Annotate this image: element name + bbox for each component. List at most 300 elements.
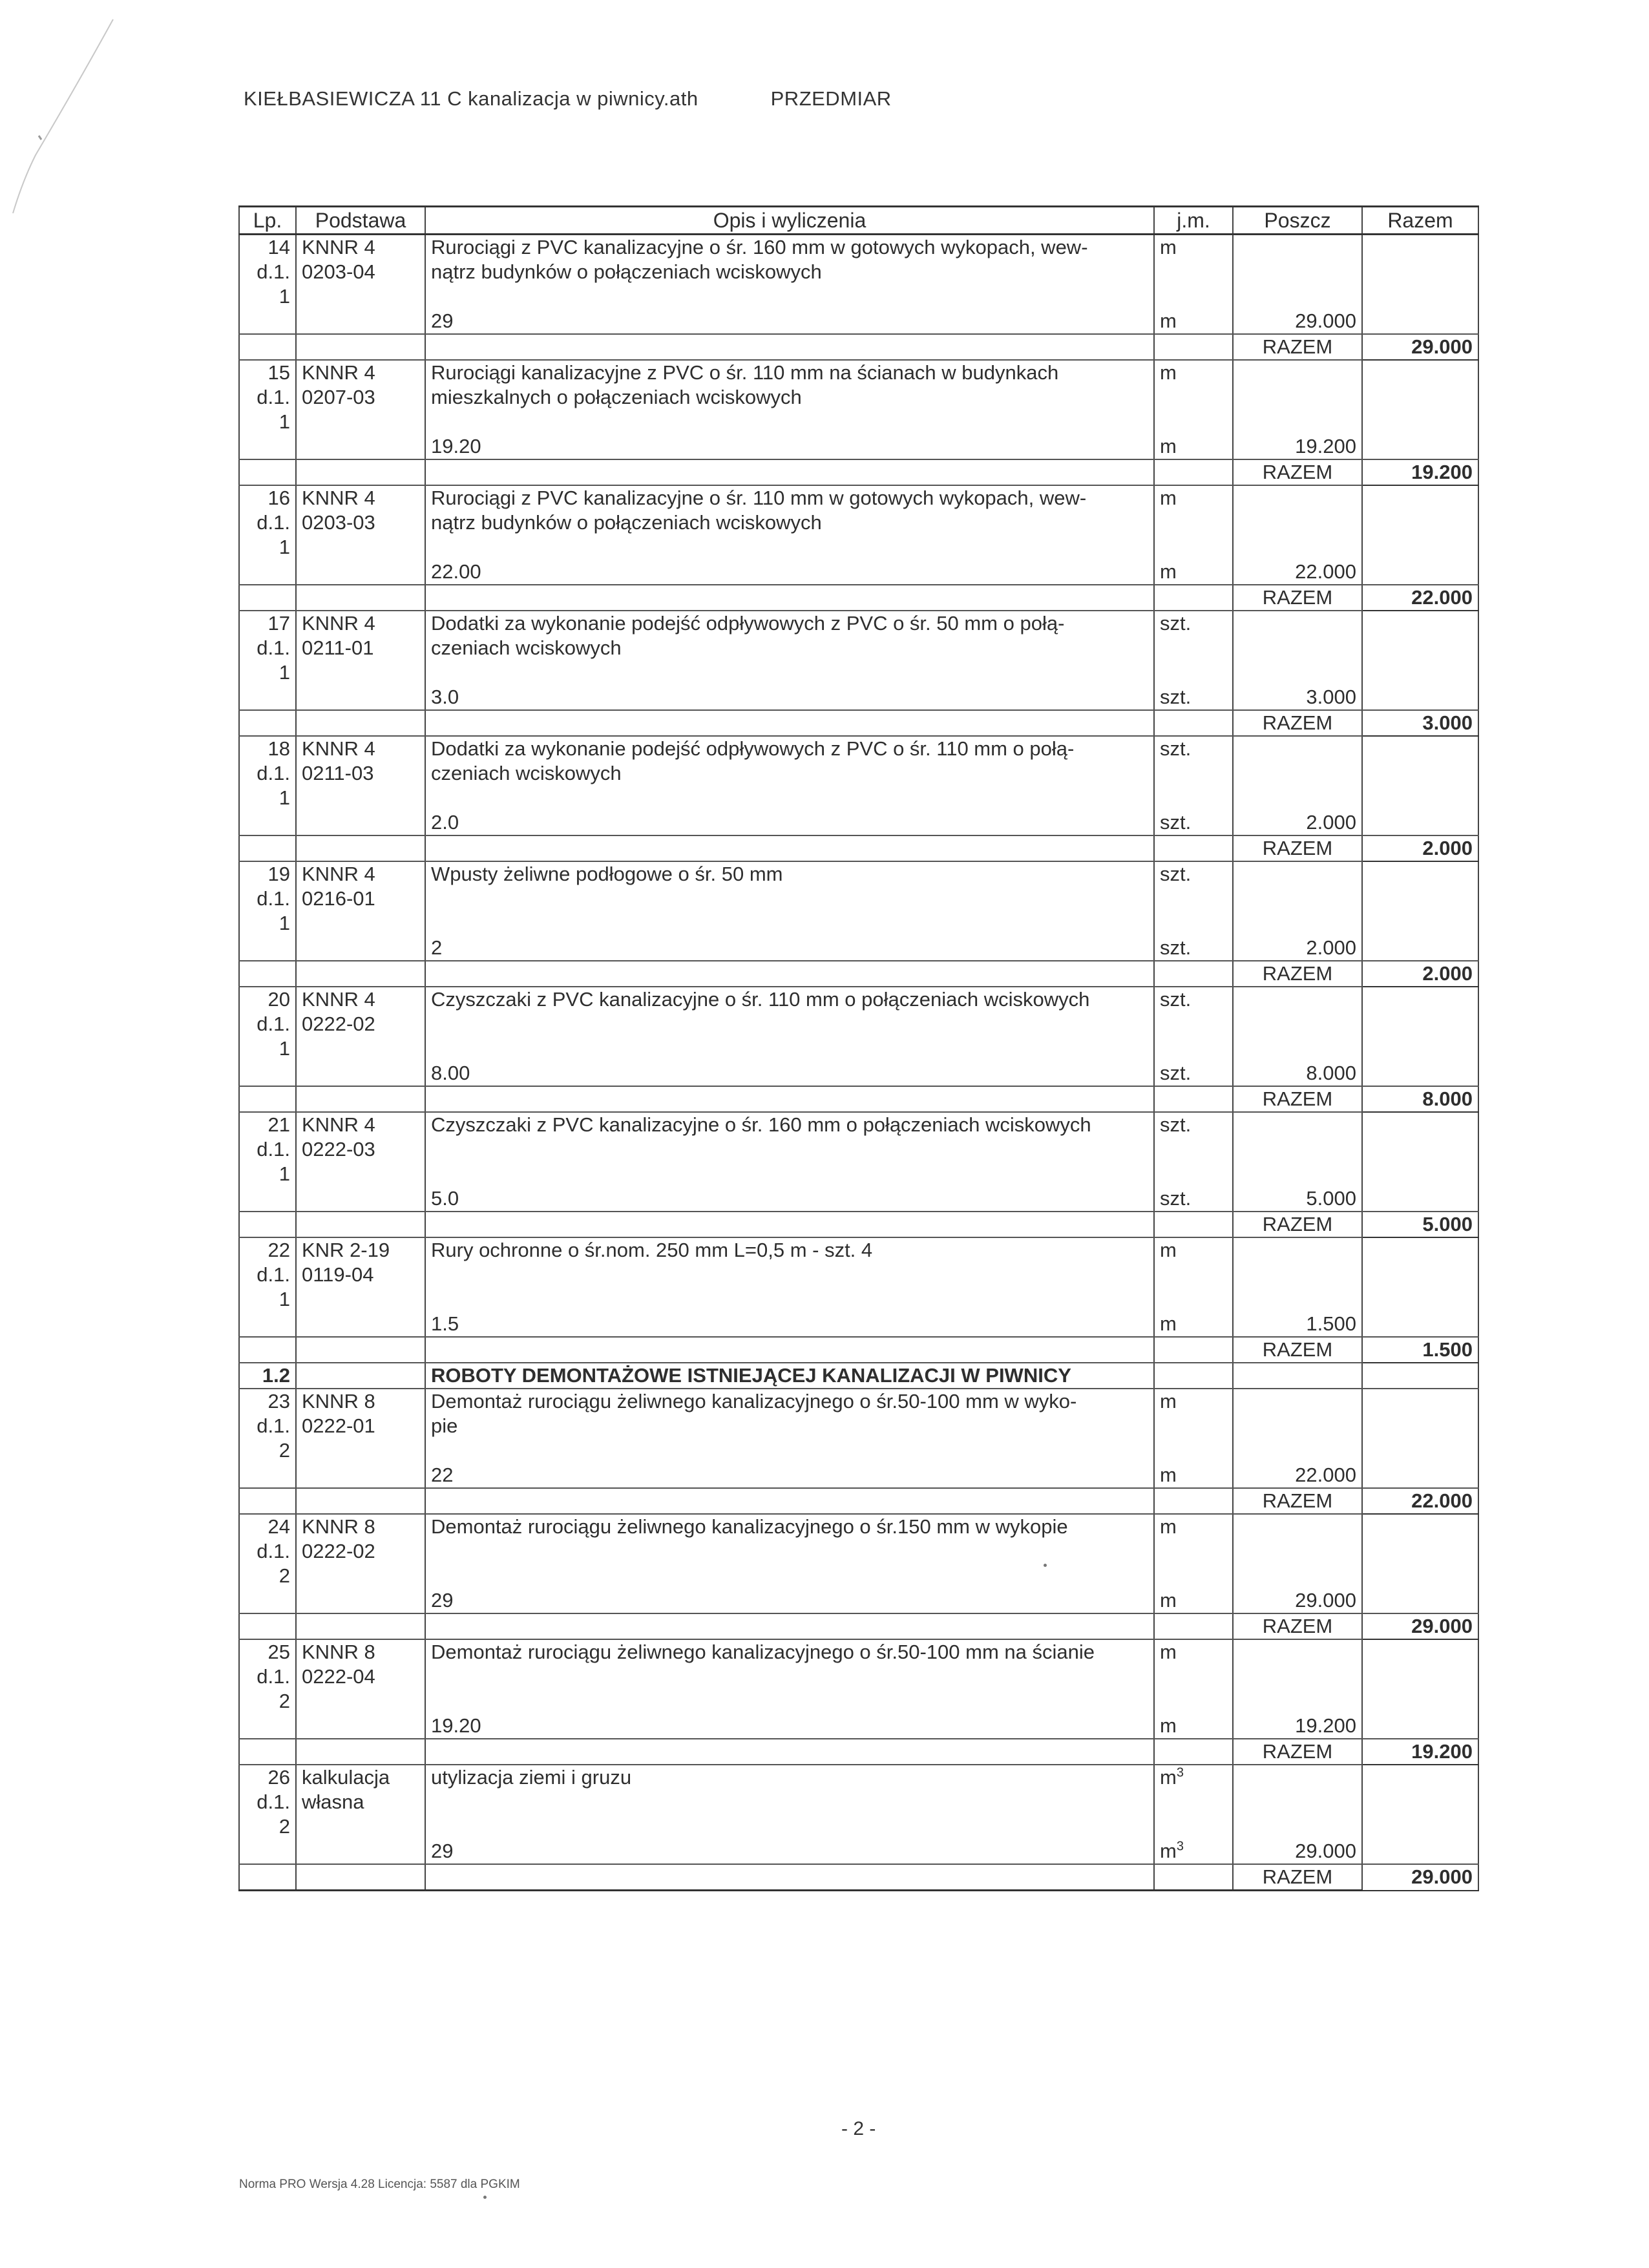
item-basis-code: 0203-03	[296, 510, 425, 535]
empty-cell	[296, 535, 425, 560]
empty-cell	[425, 710, 1154, 736]
empty-cell	[1362, 1714, 1478, 1739]
empty-cell	[1233, 535, 1362, 560]
sum-label: RAZEM	[1233, 1613, 1362, 1639]
item-basis-catalog: KNNR 4	[296, 360, 425, 385]
empty-cell	[1154, 1012, 1233, 1036]
empty-cell	[239, 1739, 296, 1765]
empty-cell	[296, 1287, 425, 1312]
przedmiar-table	[238, 205, 1479, 1891]
empty-cell	[1362, 1414, 1478, 1438]
item-chapter-ref: d.1.	[239, 1263, 296, 1287]
item-calculation: 19.20	[425, 1714, 1154, 1739]
unit-text: m	[1160, 1766, 1177, 1789]
empty-cell	[1362, 1765, 1478, 1790]
empty-cell	[1362, 410, 1478, 434]
empty-cell	[1233, 1287, 1362, 1312]
item-quantity-row	[239, 309, 1478, 334]
empty-cell	[1154, 911, 1233, 936]
empty-cell	[1154, 786, 1233, 810]
item-unit	[1154, 1237, 1233, 1263]
empty-cell	[239, 835, 296, 861]
item-number: 25	[239, 1639, 296, 1664]
item-description-cont: czeniach wciskowych	[425, 636, 1154, 660]
item-row-line1	[239, 987, 1478, 1012]
item-unit	[1154, 987, 1233, 1012]
item-number: 17	[239, 611, 296, 636]
item-chapter-ref: d.1.	[239, 761, 296, 786]
empty-cell	[425, 1287, 1154, 1312]
item-sub-number: 2	[239, 1814, 296, 1839]
empty-cell	[1362, 1012, 1478, 1036]
empty-cell	[1362, 235, 1478, 260]
unit-superscript: 3	[1176, 1765, 1184, 1780]
item-total-value: 2.000	[1362, 961, 1478, 987]
sum-label: RAZEM	[1233, 1739, 1362, 1765]
empty-cell	[1233, 1036, 1362, 1061]
empty-cell	[1154, 1790, 1233, 1814]
empty-cell	[296, 1739, 425, 1765]
item-sum-row	[239, 1613, 1478, 1639]
item-row-line3	[239, 1287, 1478, 1312]
item-basis-catalog: KNNR 4	[296, 1112, 425, 1137]
item-description: Rurociągi z PVC kanalizacyjne o śr. 160 mm w gotowych wykopach, wew-	[425, 235, 1154, 260]
item-row-line3	[239, 1162, 1478, 1186]
page-number: - 2 -	[841, 2118, 876, 2139]
empty-cell	[425, 1814, 1154, 1839]
empty-cell	[239, 710, 296, 736]
item-description: Rury ochronne o śr.nom. 250 mm L=0,5 m - szt. 4	[425, 1237, 1154, 1263]
item-unit	[1154, 611, 1233, 636]
item-quantity-unit	[1154, 309, 1233, 334]
item-row-line2	[239, 636, 1478, 660]
empty-cell	[1154, 1438, 1233, 1463]
empty-cell	[1233, 887, 1362, 911]
empty-cell	[296, 1564, 425, 1588]
empty-cell	[1362, 360, 1478, 385]
empty-cell	[296, 1086, 425, 1112]
item-basis-catalog: KNNR 4	[296, 235, 425, 260]
item-partial-value: 29.000	[1233, 309, 1362, 334]
item-quantity-unit	[1154, 434, 1233, 459]
section-header-row	[239, 1363, 1478, 1389]
col-header-poszcz: Poszcz	[1233, 207, 1362, 235]
item-description: Dodatki za wykonanie podejść odpływowych z PVC o śr. 110 mm o połą-	[425, 736, 1154, 761]
empty-cell	[1362, 911, 1478, 936]
empty-cell	[296, 961, 425, 987]
empty-cell	[296, 459, 425, 485]
empty-cell	[425, 284, 1154, 309]
unit-text: m	[1160, 435, 1177, 457]
empty-cell	[239, 1061, 296, 1086]
empty-cell	[425, 535, 1154, 560]
empty-cell	[1154, 1337, 1233, 1363]
empty-cell	[296, 560, 425, 585]
item-basis-code: 0222-02	[296, 1012, 425, 1036]
empty-cell	[296, 1337, 425, 1363]
item-basis-catalog: KNNR 8	[296, 1389, 425, 1414]
item-chapter-ref: d.1.	[239, 1790, 296, 1814]
unit-text: szt.	[1160, 811, 1192, 834]
empty-cell	[1362, 810, 1478, 835]
item-number: 26	[239, 1765, 296, 1790]
item-basis-catalog: KNNR 4	[296, 861, 425, 887]
empty-cell	[1154, 1488, 1233, 1514]
item-description-cont: mieszkalnych o połączeniach wciskowych	[425, 385, 1154, 410]
document-type: PRZEDMIAR	[770, 87, 892, 110]
unit-text: szt.	[1160, 686, 1192, 708]
unit-text: m	[1160, 361, 1177, 384]
item-chapter-ref: d.1.	[239, 887, 296, 911]
empty-cell	[239, 1613, 296, 1639]
empty-cell	[296, 1162, 425, 1186]
empty-cell	[296, 1186, 425, 1212]
empty-cell	[1362, 1287, 1478, 1312]
empty-cell	[239, 1588, 296, 1613]
item-total-value: 29.000	[1362, 1613, 1478, 1639]
item-sum-row	[239, 835, 1478, 861]
empty-cell	[296, 1814, 425, 1839]
empty-cell	[1233, 284, 1362, 309]
item-calculation: 2.0	[425, 810, 1154, 835]
empty-cell	[1233, 485, 1362, 510]
item-sum-row	[239, 334, 1478, 360]
item-calculation: 22.00	[425, 560, 1154, 585]
item-sub-number: 1	[239, 786, 296, 810]
empty-cell	[1154, 385, 1233, 410]
empty-cell	[296, 1036, 425, 1061]
empty-cell	[1233, 1539, 1362, 1564]
item-description: Wpusty żeliwne podłogowe o śr. 50 mm	[425, 861, 1154, 887]
item-calculation: 5.0	[425, 1186, 1154, 1212]
item-row-line1	[239, 1389, 1478, 1414]
item-sub-number: 2	[239, 1689, 296, 1714]
item-row-line3	[239, 1036, 1478, 1061]
item-quantity-row	[239, 1588, 1478, 1613]
item-basis-catalog: KNNR 8	[296, 1639, 425, 1664]
item-calculation: 1.5	[425, 1312, 1154, 1337]
empty-cell	[1362, 1312, 1478, 1337]
empty-cell	[1362, 987, 1478, 1012]
item-description-cont	[425, 1664, 1154, 1689]
empty-cell	[1154, 1689, 1233, 1714]
empty-cell	[425, 334, 1154, 360]
empty-cell	[1233, 761, 1362, 786]
empty-cell	[239, 810, 296, 835]
item-chapter-ref: d.1.	[239, 1664, 296, 1689]
empty-cell	[1362, 1514, 1478, 1539]
item-total-value: 8.000	[1362, 1086, 1478, 1112]
item-partial-value: 1.500	[1233, 1312, 1362, 1337]
empty-cell	[239, 1463, 296, 1488]
empty-cell	[1362, 660, 1478, 685]
empty-cell	[1154, 660, 1233, 685]
item-quantity-unit	[1154, 1714, 1233, 1739]
scan-edge-mark	[0, 0, 155, 220]
item-partial-value: 29.000	[1233, 1588, 1362, 1613]
item-total-value: 19.200	[1362, 1739, 1478, 1765]
empty-cell	[1362, 685, 1478, 710]
item-quantity-row	[239, 1714, 1478, 1739]
sum-label: RAZEM	[1233, 1212, 1362, 1237]
scan-speck	[1044, 1564, 1047, 1567]
empty-cell	[296, 1438, 425, 1463]
empty-cell	[1362, 1036, 1478, 1061]
empty-cell	[1362, 1564, 1478, 1588]
empty-cell	[1233, 1363, 1362, 1389]
empty-cell	[1362, 309, 1478, 334]
item-calculation: 3.0	[425, 685, 1154, 710]
item-row-line1	[239, 736, 1478, 761]
col-header-lp: Lp.	[239, 207, 296, 235]
empty-cell	[1362, 284, 1478, 309]
item-description: Rurociągi kanalizacyjne z PVC o śr. 110 mm na ścianach w budynkach	[425, 360, 1154, 385]
item-basis-code: 0211-03	[296, 761, 425, 786]
sum-label: RAZEM	[1233, 1488, 1362, 1514]
unit-text: m	[1160, 487, 1177, 509]
item-row-line2	[239, 510, 1478, 535]
empty-cell	[239, 309, 296, 334]
item-quantity-unit	[1154, 560, 1233, 585]
empty-cell	[239, 459, 296, 485]
empty-cell	[1362, 260, 1478, 284]
empty-cell	[1233, 1664, 1362, 1689]
item-chapter-ref: d.1.	[239, 636, 296, 660]
item-quantity-row	[239, 1839, 1478, 1864]
empty-cell	[1233, 636, 1362, 660]
item-basis-code: 0222-04	[296, 1664, 425, 1689]
item-chapter-ref: d.1.	[239, 260, 296, 284]
empty-cell	[1233, 1414, 1362, 1438]
item-basis-code: 0211-01	[296, 636, 425, 660]
item-description-cont	[425, 1790, 1154, 1814]
empty-cell	[1233, 235, 1362, 260]
empty-cell	[1362, 936, 1478, 961]
empty-cell	[239, 334, 296, 360]
item-number: 19	[239, 861, 296, 887]
empty-cell	[1362, 1363, 1478, 1389]
item-description: Czyszczaki z PVC kanalizacyjne o śr. 160 mm o połączeniach wciskowych	[425, 1112, 1154, 1137]
item-quantity-unit	[1154, 1588, 1233, 1613]
unit-text: m	[1160, 1515, 1177, 1538]
empty-cell	[1154, 1263, 1233, 1287]
empty-cell	[425, 660, 1154, 685]
item-unit	[1154, 861, 1233, 887]
item-row-line3	[239, 284, 1478, 309]
empty-cell	[296, 786, 425, 810]
item-sub-number: 2	[239, 1438, 296, 1463]
empty-cell	[239, 585, 296, 611]
empty-cell	[1154, 284, 1233, 309]
empty-cell	[1233, 260, 1362, 284]
item-row-line1	[239, 1112, 1478, 1137]
item-description-cont	[425, 1137, 1154, 1162]
item-sub-number: 1	[239, 1287, 296, 1312]
empty-cell	[296, 309, 425, 334]
empty-cell	[1362, 1137, 1478, 1162]
item-row-line2	[239, 887, 1478, 911]
empty-cell	[1362, 1061, 1478, 1086]
col-header-podstawa: Podstawa	[296, 207, 425, 235]
empty-cell	[1362, 560, 1478, 585]
empty-cell	[1233, 786, 1362, 810]
empty-cell	[1362, 611, 1478, 636]
unit-text: m	[1160, 1589, 1177, 1612]
item-sum-row	[239, 1086, 1478, 1112]
empty-cell	[296, 936, 425, 961]
empty-cell	[1233, 1765, 1362, 1790]
item-sub-number: 1	[239, 410, 296, 434]
item-quantity-row	[239, 685, 1478, 710]
item-partial-value: 22.000	[1233, 560, 1362, 585]
item-description: Rurociągi z PVC kanalizacyjne o śr. 110 mm w gotowych wykopach, wew-	[425, 485, 1154, 510]
item-sub-number: 2	[239, 1564, 296, 1588]
item-basis-catalog: KNNR 8	[296, 1514, 425, 1539]
empty-cell	[1154, 636, 1233, 660]
empty-cell	[1362, 510, 1478, 535]
item-partial-value: 5.000	[1233, 1186, 1362, 1212]
item-unit	[1154, 1389, 1233, 1414]
empty-cell	[1362, 1689, 1478, 1714]
empty-cell	[296, 1864, 425, 1891]
empty-cell	[1233, 1814, 1362, 1839]
item-sum-row	[239, 961, 1478, 987]
empty-cell	[296, 710, 425, 736]
item-total-value: 2.000	[1362, 835, 1478, 861]
item-quantity-row	[239, 434, 1478, 459]
empty-cell	[296, 685, 425, 710]
item-chapter-ref: d.1.	[239, 385, 296, 410]
item-row-line2	[239, 1263, 1478, 1287]
item-quantity-unit	[1154, 1061, 1233, 1086]
item-number: 16	[239, 485, 296, 510]
empty-cell	[1362, 736, 1478, 761]
sum-label: RAZEM	[1233, 1337, 1362, 1363]
empty-cell	[1233, 1639, 1362, 1664]
item-description-cont: czeniach wciskowych	[425, 761, 1154, 786]
empty-cell	[1233, 1438, 1362, 1463]
empty-cell	[1154, 260, 1233, 284]
empty-cell	[1362, 1539, 1478, 1564]
empty-cell	[1233, 911, 1362, 936]
empty-cell	[425, 459, 1154, 485]
empty-cell	[296, 1588, 425, 1613]
item-basis-code: 0119-04	[296, 1263, 425, 1287]
sum-label: RAZEM	[1233, 1864, 1362, 1891]
item-row-line1	[239, 485, 1478, 510]
item-row-line2	[239, 1012, 1478, 1036]
unit-text: m	[1160, 560, 1177, 583]
item-sum-row	[239, 710, 1478, 736]
empty-cell	[1362, 861, 1478, 887]
unit-text: m	[1160, 1239, 1177, 1261]
empty-cell	[1233, 611, 1362, 636]
empty-cell	[425, 961, 1154, 987]
item-sum-row	[239, 1739, 1478, 1765]
item-partial-value: 22.000	[1233, 1463, 1362, 1488]
item-row-line3	[239, 1814, 1478, 1839]
item-sub-number: 1	[239, 1036, 296, 1061]
item-row-line2	[239, 260, 1478, 284]
empty-cell	[1362, 1839, 1478, 1864]
col-header-opis: Opis i wyliczenia	[425, 207, 1154, 235]
item-sum-row	[239, 459, 1478, 485]
unit-text: szt.	[1160, 863, 1192, 885]
empty-cell	[1233, 1564, 1362, 1588]
empty-cell	[1154, 835, 1233, 861]
empty-cell	[425, 1739, 1154, 1765]
empty-cell	[1233, 1012, 1362, 1036]
empty-cell	[296, 585, 425, 611]
empty-cell	[296, 1061, 425, 1086]
empty-cell	[1362, 385, 1478, 410]
empty-cell	[296, 1689, 425, 1714]
empty-cell	[1362, 786, 1478, 810]
item-total-value: 3.000	[1362, 710, 1478, 736]
empty-cell	[425, 911, 1154, 936]
empty-cell	[425, 1086, 1154, 1112]
item-basis-catalog: KNNR 4	[296, 987, 425, 1012]
empty-cell	[1362, 887, 1478, 911]
empty-cell	[239, 434, 296, 459]
item-row-line3	[239, 410, 1478, 434]
item-row-line1	[239, 611, 1478, 636]
item-row-line3	[239, 1438, 1478, 1463]
unit-text: m	[1160, 1464, 1177, 1486]
item-number: 14	[239, 235, 296, 260]
empty-cell	[1154, 1212, 1233, 1237]
empty-cell	[1233, 410, 1362, 434]
item-basis-code: własna	[296, 1790, 425, 1814]
item-basis-code: 0216-01	[296, 887, 425, 911]
empty-cell	[1154, 710, 1233, 736]
section-number: 1.2	[239, 1363, 296, 1389]
item-sum-row	[239, 585, 1478, 611]
item-description-cont	[425, 887, 1154, 911]
sum-label: RAZEM	[1233, 710, 1362, 736]
empty-cell	[1233, 987, 1362, 1012]
item-quantity-unit	[1154, 1312, 1233, 1337]
empty-cell	[1362, 1438, 1478, 1463]
item-quantity-row	[239, 560, 1478, 585]
item-row-line1	[239, 235, 1478, 260]
item-sum-row	[239, 1488, 1478, 1514]
empty-cell	[1233, 1389, 1362, 1414]
empty-cell	[1362, 434, 1478, 459]
item-partial-value: 2.000	[1233, 936, 1362, 961]
item-basis-catalog: KNNR 4	[296, 611, 425, 636]
empty-cell	[1233, 1263, 1362, 1287]
empty-cell	[425, 1613, 1154, 1639]
item-partial-value: 19.200	[1233, 1714, 1362, 1739]
empty-cell	[239, 1312, 296, 1337]
empty-cell	[1233, 360, 1362, 385]
empty-cell	[425, 1162, 1154, 1186]
empty-cell	[1233, 1137, 1362, 1162]
empty-cell	[1154, 1814, 1233, 1839]
item-unit	[1154, 1514, 1233, 1539]
table-body	[239, 235, 1478, 1891]
item-partial-value: 8.000	[1233, 1061, 1362, 1086]
empty-cell	[425, 585, 1154, 611]
empty-cell	[296, 810, 425, 835]
sum-label: RAZEM	[1233, 1086, 1362, 1112]
table-header-row	[239, 207, 1478, 235]
item-unit	[1154, 1639, 1233, 1664]
empty-cell	[1154, 1539, 1233, 1564]
item-calculation: 29	[425, 1839, 1154, 1864]
item-basis-catalog: KNNR 4	[296, 736, 425, 761]
